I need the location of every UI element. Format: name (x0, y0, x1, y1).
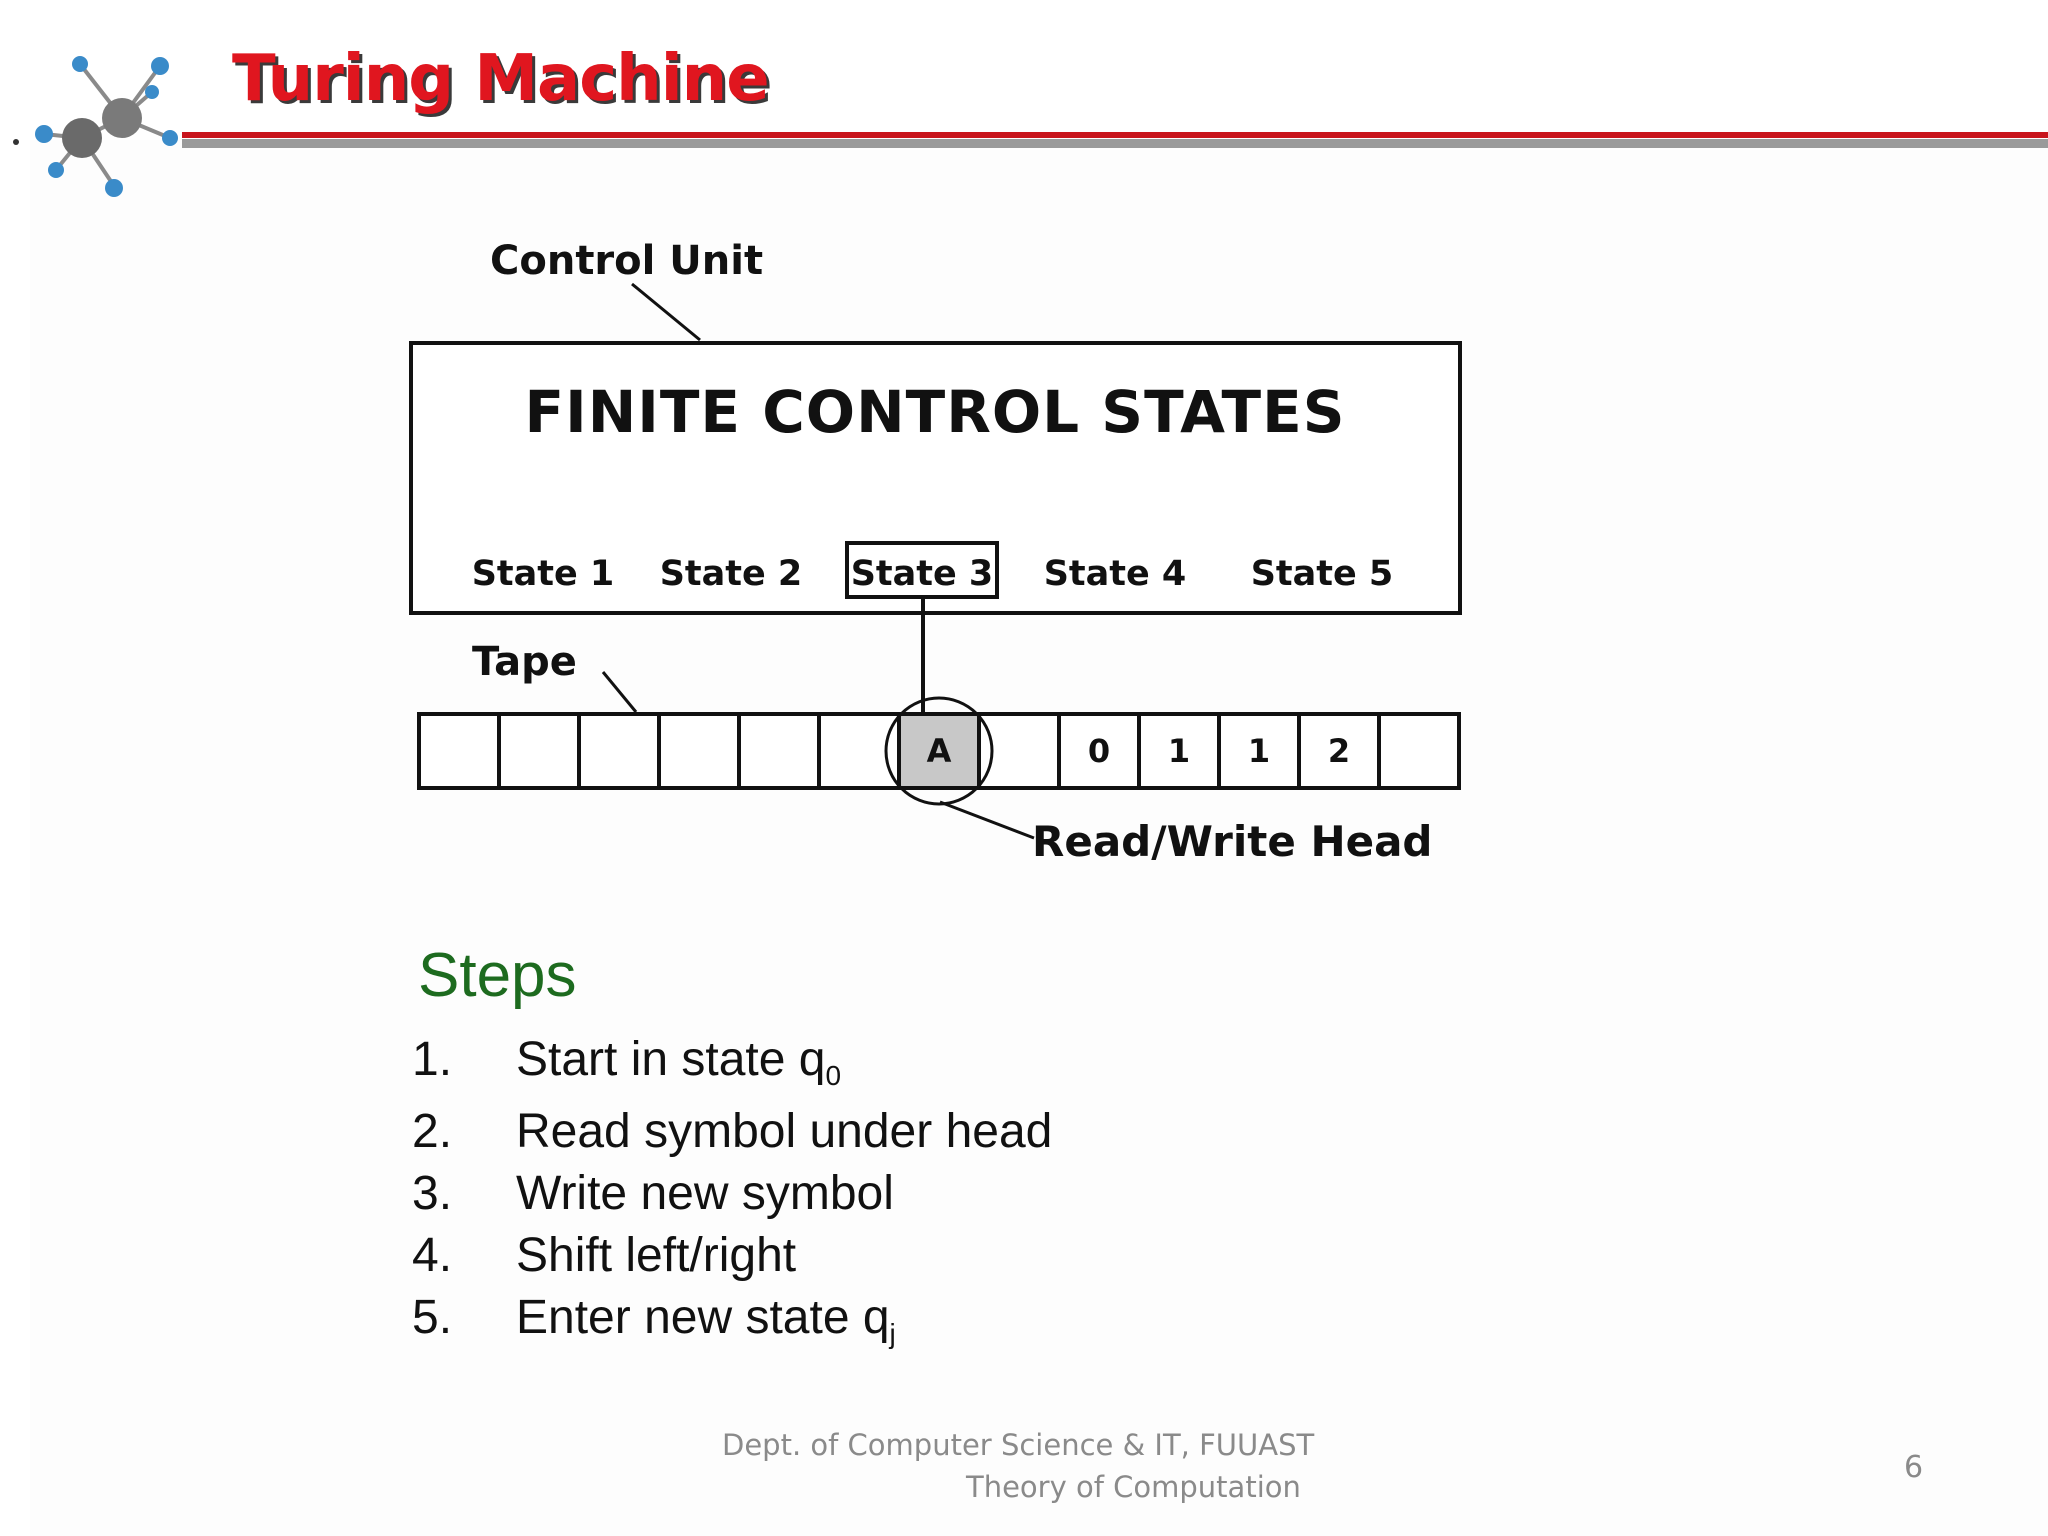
control-unit-label: Control Unit (490, 238, 764, 284)
state-label-4: State 4 (1043, 554, 1187, 594)
step-text: Write new symbol (516, 1167, 894, 1220)
tape-symbol: 1 (1247, 732, 1271, 770)
step-text: Enter new state $q_j$ (516, 1291, 896, 1349)
tape-pointer (603, 672, 636, 712)
step-subscript: 0 (825, 1060, 842, 1091)
step-item (412, 1104, 1052, 1159)
control-unit-pointer (632, 284, 700, 340)
footer-department: Dept. of Computer Science & IT, FUUAST (722, 1428, 1315, 1462)
step-text: Read symbol under head (516, 1105, 1053, 1158)
tape-symbol: 1 (1167, 732, 1191, 770)
step-item (412, 1228, 796, 1283)
tape-label: Tape (472, 639, 577, 685)
step-text: Start in state $q_0$ (516, 1033, 842, 1091)
tape-symbol: A (926, 732, 952, 770)
head-label-pointer (940, 802, 1034, 838)
step-subscript: j (889, 1318, 896, 1349)
tape-cell (659, 714, 739, 788)
tape-cell (499, 714, 579, 788)
state-label-5: State 5 (1250, 554, 1394, 594)
tape (419, 698, 1459, 804)
tape-symbol: 0 (1087, 732, 1111, 770)
slide-title: Turing Machine (232, 42, 769, 116)
step-number: 5. (412, 1291, 453, 1344)
step-text: Shift left/right (516, 1229, 797, 1282)
state-label-3: State 3 (850, 554, 994, 594)
step-number: 2. (412, 1105, 453, 1158)
tape-cell (1379, 714, 1459, 788)
footer-course: Theory of Computation (966, 1470, 1301, 1504)
step-number: 1. (412, 1033, 453, 1086)
finite-control-title: FINITE CONTROL STATES (524, 378, 1346, 446)
read-write-head-label: Read/Write Head (1032, 817, 1433, 866)
steps-heading: Steps (418, 941, 577, 1010)
tape-cell (739, 714, 819, 788)
state-label-1: State 1 (471, 554, 615, 594)
step-item (412, 1032, 841, 1092)
step-item (412, 1290, 896, 1350)
step-item (412, 1166, 894, 1221)
tape-cell (419, 714, 499, 788)
tape-cell (579, 714, 659, 788)
page-number: 6 (1904, 1450, 1924, 1485)
step-number: 3. (412, 1167, 453, 1220)
state-label-2: State 2 (659, 554, 803, 594)
step-number: 4. (412, 1229, 453, 1282)
tape-symbol: 2 (1327, 732, 1351, 770)
